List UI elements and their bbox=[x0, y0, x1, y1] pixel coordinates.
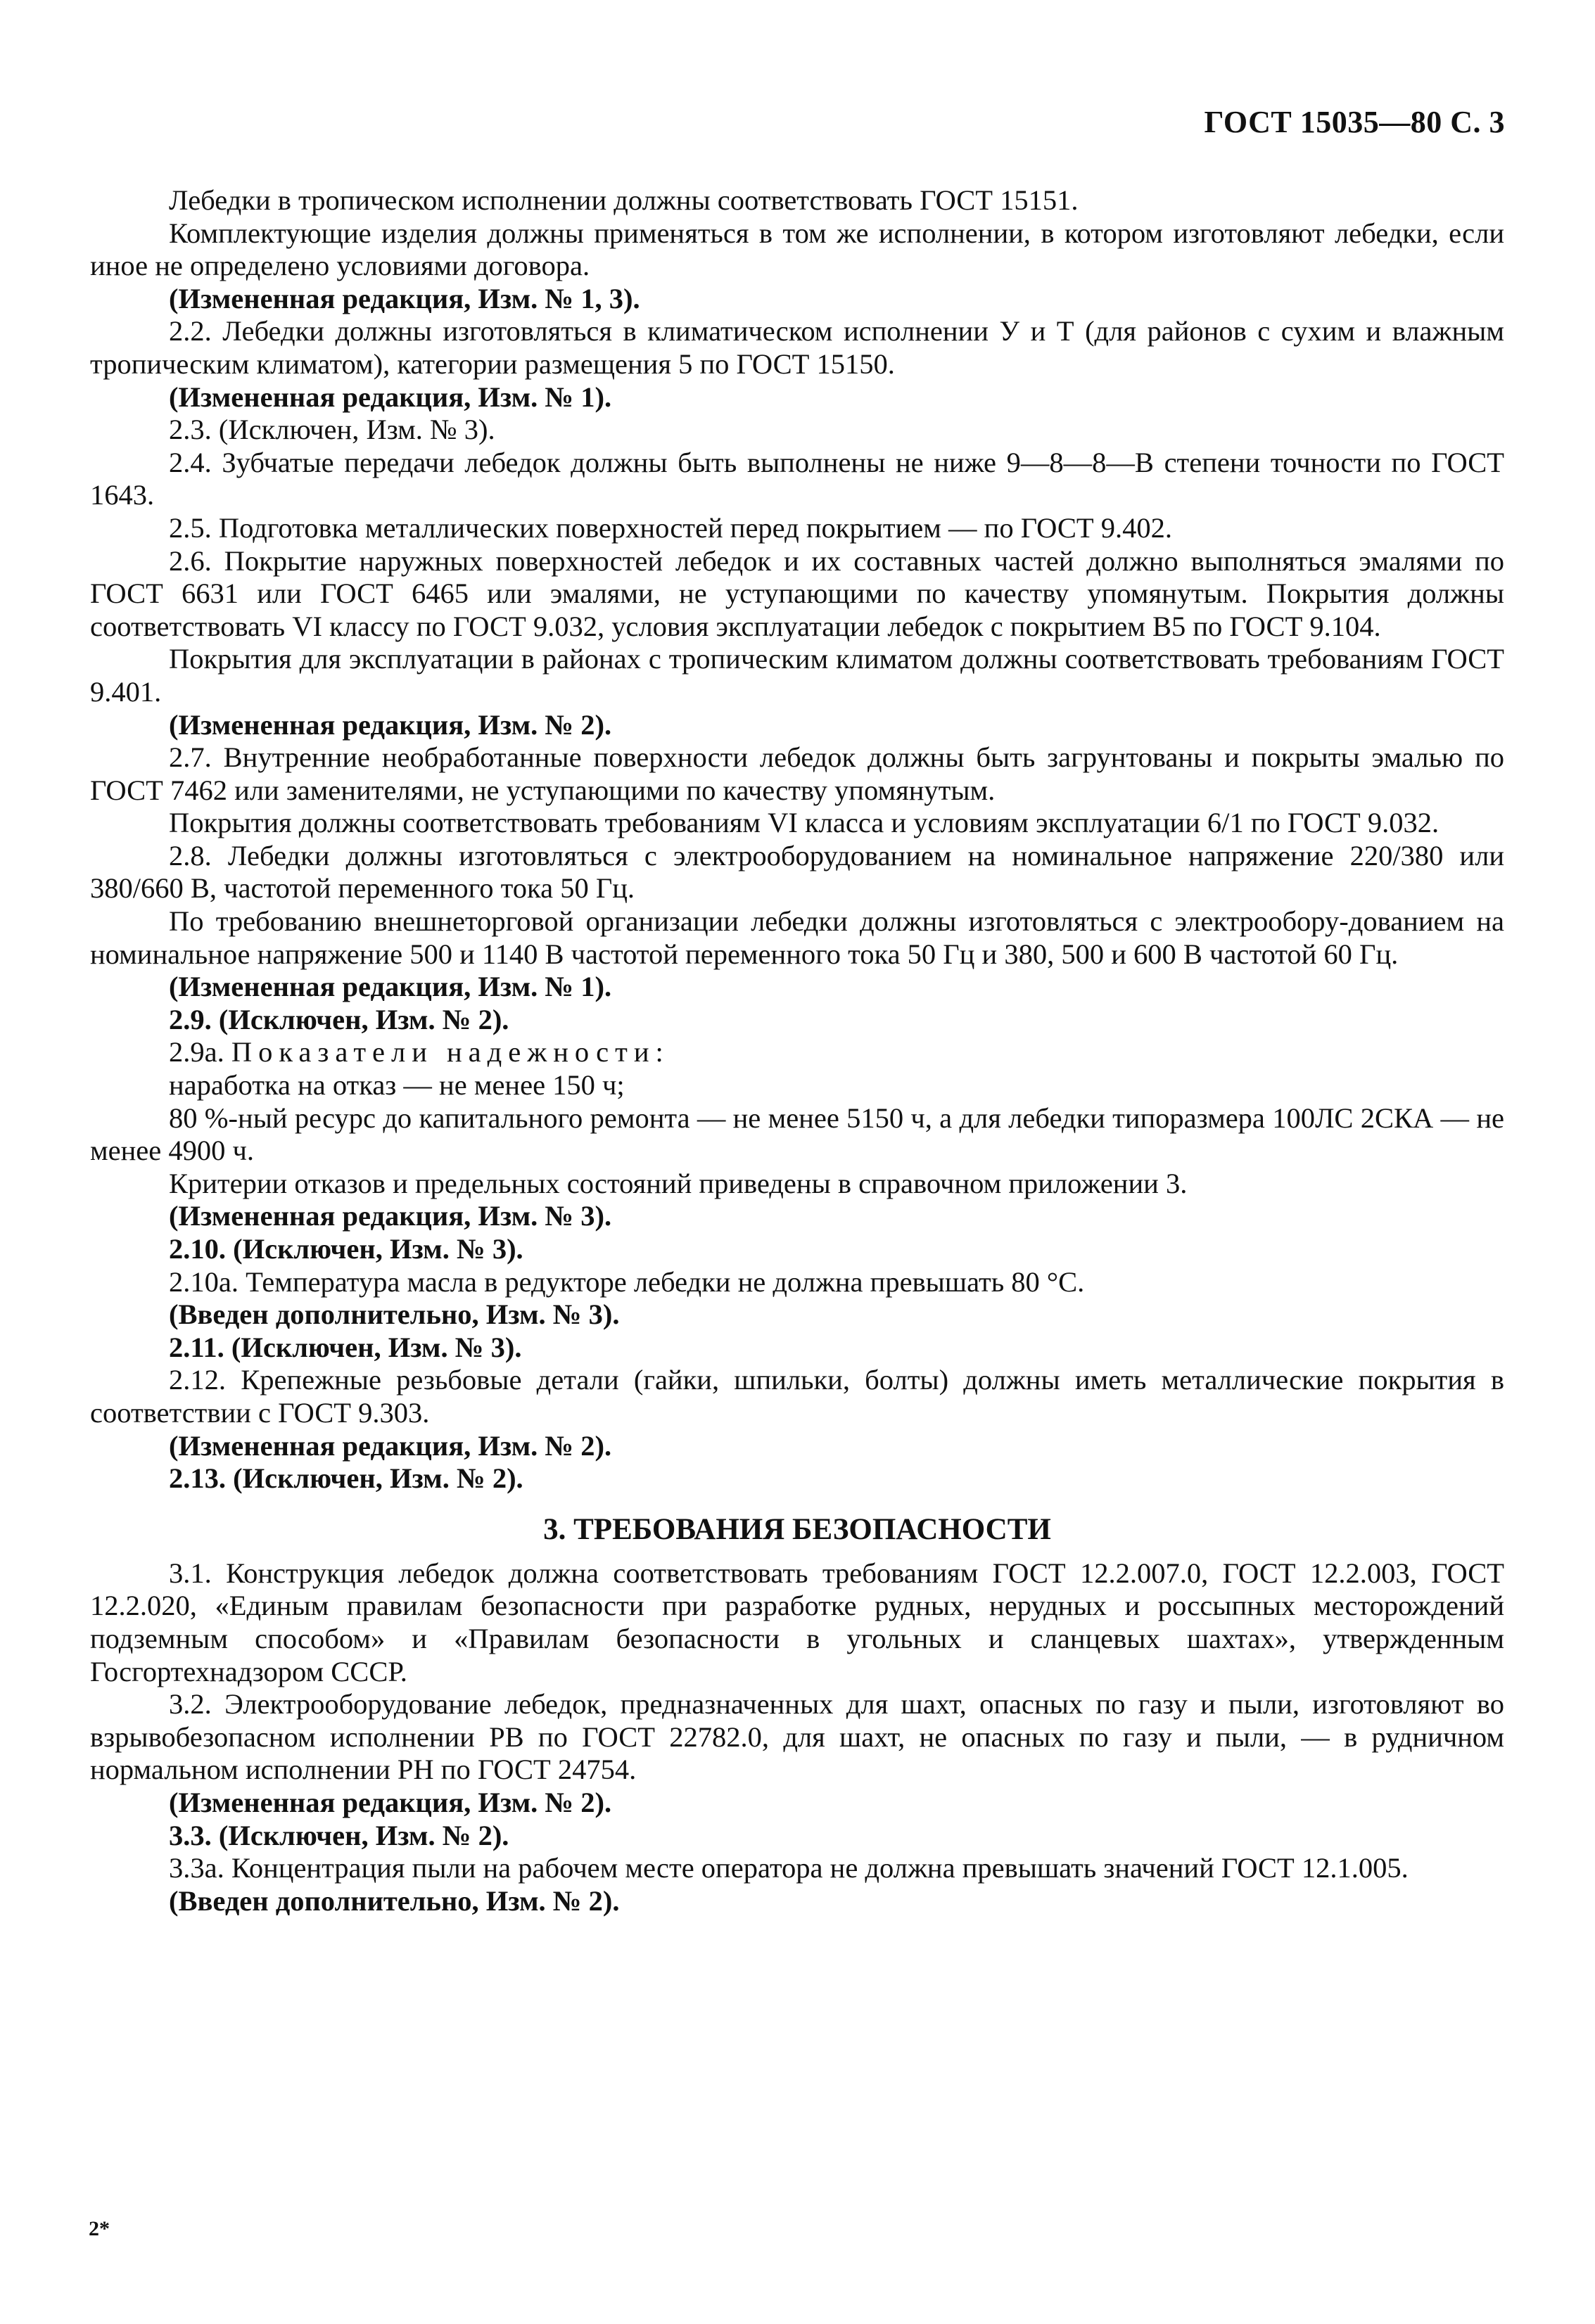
paragraph: Покрытия для эксплуатации в районах с тропическим климатом должны соответствовать требованиям ГОСТ 9.401. bbox=[90, 643, 1504, 708]
paragraph: Комплектующие изделия должны применяться в том же исполнении, в котором изготовляют лебедки, если иное не определено условиями договора. bbox=[90, 217, 1504, 282]
section-title: 3. ТРЕБОВАНИЯ БЕЗОПАСНОСТИ bbox=[543, 1512, 1051, 1546]
page-header: ГОСТ 15035—80 С. 3 bbox=[1204, 105, 1505, 139]
paragraph: По требованию внешнеторговой организации лебедки должны изготовляться с электрообору-дованием на номинальное напряжение 500 и 1140 В частотой переменного тока 50 Гц и 380, 500 и 600 В частотой 60 Гц. bbox=[90, 905, 1504, 970]
clause-excluded: 2.9. (Исключен, Изм. № 2). bbox=[169, 1003, 509, 1035]
paragraph: 2.4. Зубчатые передачи лебедок должны быть выполнены не ниже 9—8—8—В степени точности по ГОСТ 1643. bbox=[90, 446, 1504, 511]
paragraph: 2.7. Внутренние необработанные поверхности лебедок должны быть загрунтованы и покрыты эмалью по ГОСТ 7462 или заменителями, не уступающими по качеству упомянутым. bbox=[90, 741, 1504, 806]
amendment-note: (Измененная редакция, Изм. № 2). bbox=[169, 708, 612, 741]
amendment-note: (Измененная редакция, Изм. № 1). bbox=[169, 971, 612, 1003]
paragraph: Лебедки в тропическом исполнении должны соответствовать ГОСТ 15151. bbox=[169, 184, 1079, 216]
reliability-heading bbox=[90, 1036, 1504, 1069]
paragraph: наработка на отказ — не менее 150 ч; bbox=[169, 1069, 625, 1102]
amendment-note: (Измененная редакция, Изм. № 1, 3). bbox=[169, 282, 640, 314]
clause-excluded bbox=[90, 414, 1504, 447]
paragraph: Критерии отказов и предельных состояний приведены в справочном приложении 3. bbox=[169, 1167, 1188, 1199]
clause-excluded: 2.11. (Исключен, Изм. № 3). bbox=[169, 1331, 522, 1363]
paragraph: 3.1. Конструкция лебедок должна соответствовать требованиям ГОСТ 12.2.007.0, ГОСТ 12.2.003, ГОСТ 12.2.020, «Единым правилам безопасности при разработке рудных, нерудных и россыпных месторождений подземным способом» и «Правилам безопасности в угольных и сланцевых шахтах», утвержденным Госгортехнадзором СССР. bbox=[90, 1557, 1504, 1687]
amendment-note: (Измененная редакция, Изм. № 1). bbox=[169, 381, 612, 413]
amendment-note: (Введен дополнительно, Изм. № 2). bbox=[169, 1884, 620, 1917]
page-content bbox=[90, 184, 1504, 1917]
clause-text: 2.3. (Исключен, Изм. № 3). bbox=[169, 414, 495, 446]
clause-number: 2.9а. bbox=[169, 1036, 224, 1068]
reliability-title: Показатели надежности: bbox=[231, 1036, 670, 1068]
clause-excluded: 2.10. (Исключен, Изм. № 3). bbox=[169, 1233, 523, 1265]
paragraph: Покрытия должны соответствовать требованиям VI класса и условиям эксплуатации 6/1 по ГОСТ 9.032. bbox=[169, 807, 1440, 839]
paragraph: 2.12. Крепежные резьбовые детали (гайки, шпильки, болты) должны иметь металлические покрытия в соответствии с ГОСТ 9.303. bbox=[90, 1364, 1504, 1429]
clause-excluded: 2.13. (Исключен, Изм. № 2). bbox=[169, 1462, 523, 1495]
paragraph: 2.2. Лебедки должны изготовляться в климатическом исполнении У и Т (для районов с сухим и влажным тропическим климатом), категории размещения 5 по ГОСТ 15150. bbox=[90, 315, 1504, 380]
clause-excluded: 3.3. (Исключен, Изм. № 2). bbox=[169, 1819, 509, 1851]
paragraph: 2.5. Подготовка металлических поверхностей перед покрытием — по ГОСТ 9.402. bbox=[169, 511, 1172, 544]
paragraph: 3.3а. Концентрация пыли на рабочем месте оператора не должна превышать значений ГОСТ 12.1.005. bbox=[169, 1852, 1409, 1884]
page-footer-mark: 2* bbox=[89, 2217, 110, 2240]
paragraph: 80 %-ный ресурс до капитального ремонта — не менее 5150 ч, а для лебедки типоразмера 100ЛС 2СКА — не менее 4900 ч. bbox=[90, 1102, 1504, 1167]
paragraph: 2.6. Покрытие наружных поверхностей лебедок и их составных частей должно выполняться эмалями по ГОСТ 6631 или ГОСТ 6465 или эмалями, не уступающими по качеству упомянутым. Покрытия должны соответствовать VI классу по ГОСТ 9.032, условия эксплуатации лебедок с покрытием В5 по ГОСТ 9.104. bbox=[90, 544, 1504, 642]
paragraph: 3.2. Электрооборудование лебедок, предназначенных для шахт, опасных по газу и пыли, изготовляют во взрывобезопасном исполнении РВ по ГОСТ 22782.0, для шахт, не опасных по газу и пыли, — в рудничном нормальном исполнении РН по ГОСТ 24754. bbox=[90, 1688, 1504, 1786]
amendment-note: (Измененная редакция, Изм. № 2). bbox=[169, 1786, 612, 1818]
amendment-note: (Измененная редакция, Изм. № 2). bbox=[169, 1429, 612, 1462]
amendment-note: (Измененная редакция, Изм. № 3). bbox=[169, 1200, 612, 1232]
paragraph: 2.8. Лебедки должны изготовляться с электрооборудованием на номинальное напряжение 220/380 или 380/660 В, частотой переменного тока 50 Гц. bbox=[90, 839, 1504, 905]
paragraph: 2.10а. Температура масла в редукторе лебедки не должна превышать 80 °С. bbox=[169, 1265, 1085, 1298]
amendment-note: (Введен дополнительно, Изм. № 3). bbox=[169, 1298, 620, 1331]
